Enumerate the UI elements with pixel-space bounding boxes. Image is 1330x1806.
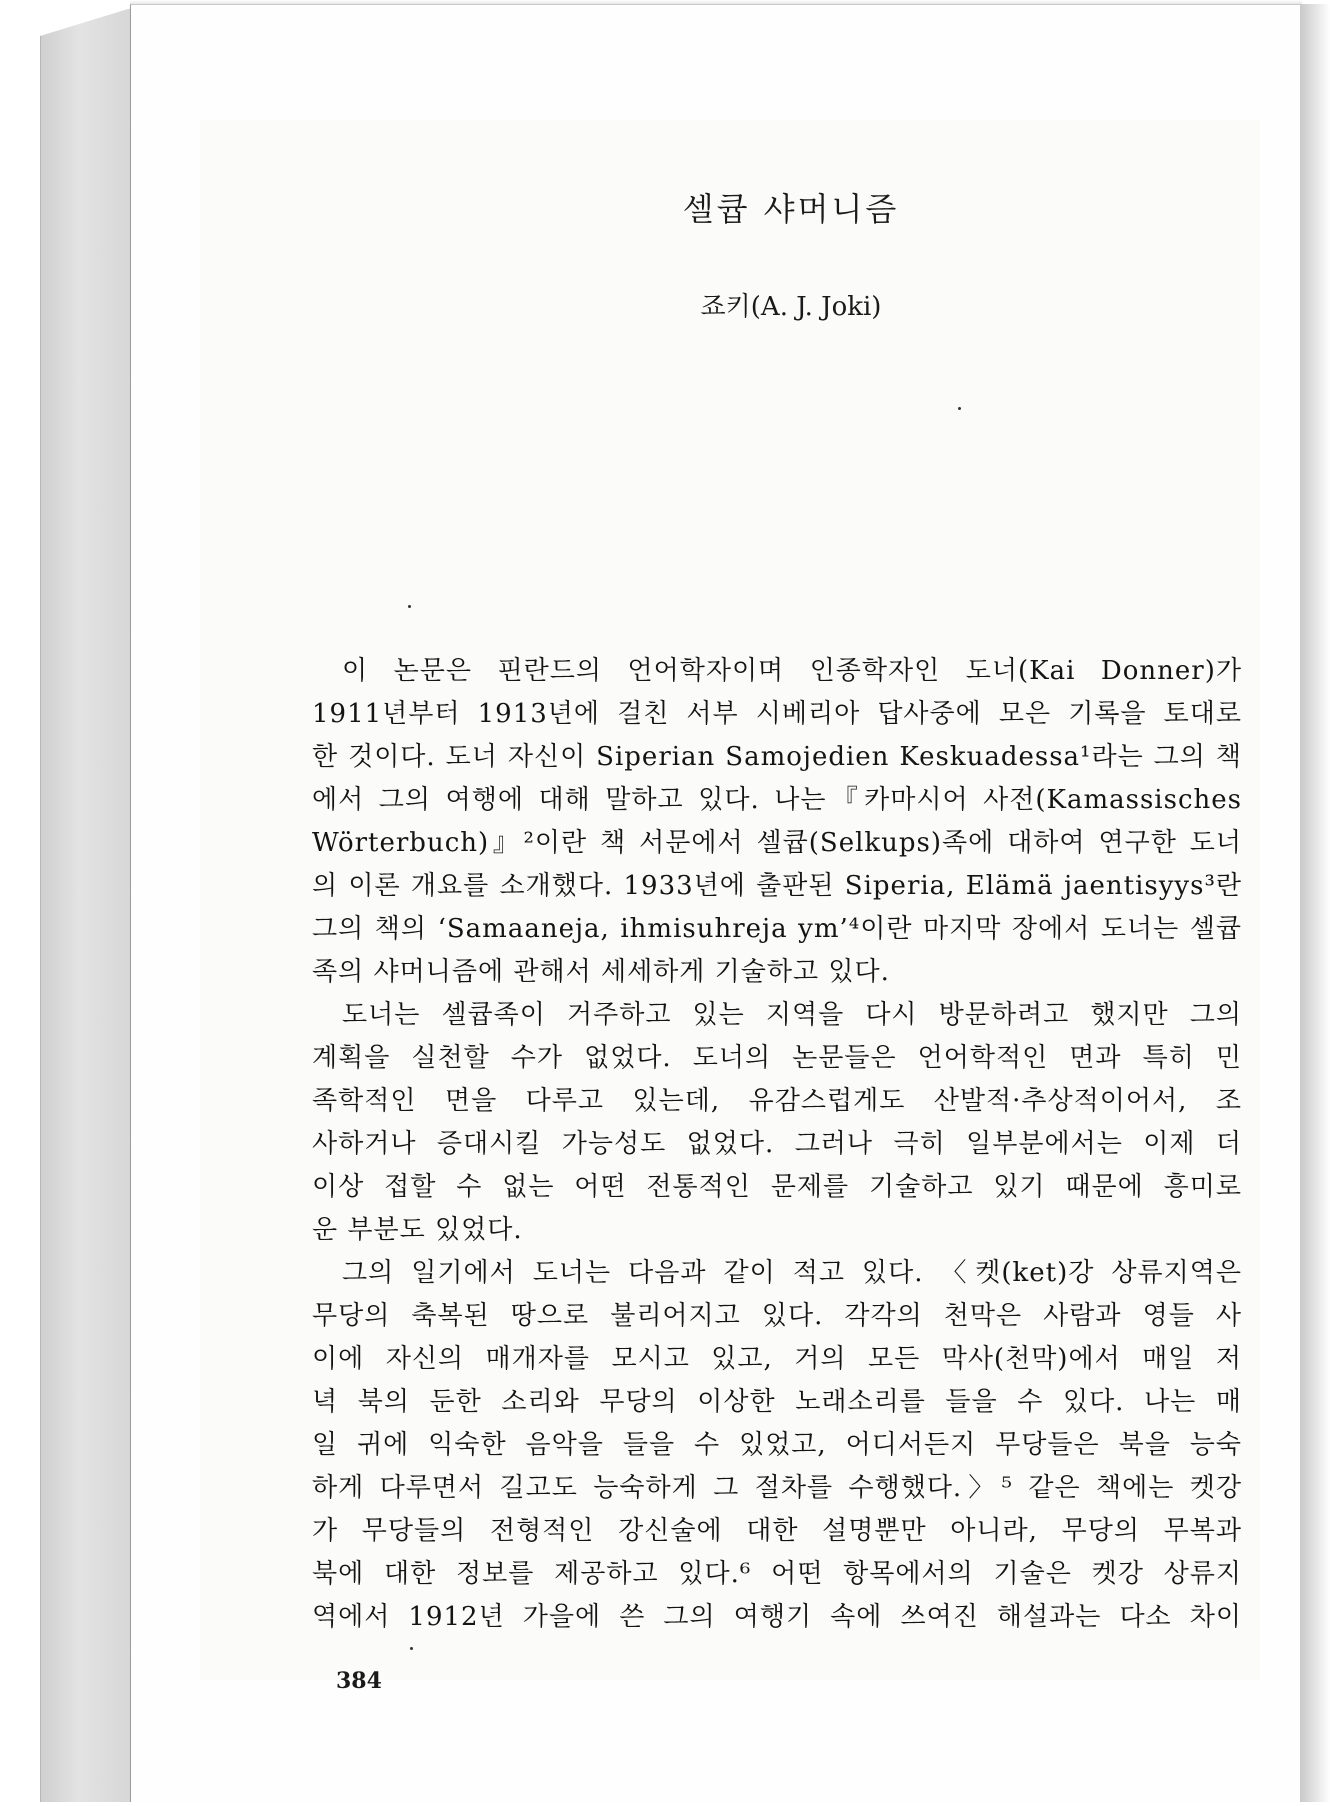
scan-speck bbox=[958, 407, 961, 410]
text-line: 이에 자신의 매개자를 모시고 있고, 거의 모든 막사(천막)에서 매일 저 bbox=[312, 1344, 1242, 1374]
text-line: 족학적인 면을 다루고 있는데, 유감스럽게도 산발적·추상적이어서, 조 bbox=[312, 1086, 1242, 1116]
article-body bbox=[312, 650, 1242, 1639]
spine-edge bbox=[40, 36, 41, 1802]
page-shadow bbox=[1300, 4, 1330, 1802]
article-title: 셀큡 샤머니즘 bbox=[682, 190, 900, 228]
text-line: 역에서 1912년 가을에 쓴 그의 여행기 속에 쓰여진 해설과는 다소 차이 bbox=[312, 1602, 1242, 1632]
book-spine bbox=[40, 6, 138, 1802]
text-line: 그의 일기에서 도너는 다음과 같이 적고 있다. 〈켓(ket)강 상류지역은 bbox=[342, 1258, 1242, 1288]
text-line: 족의 샤머니즘에 관해서 세세하게 기술하고 있다. bbox=[312, 957, 890, 987]
text-line: 계획을 실천할 수가 없었다. 도너의 논문들은 언어학적인 면과 특히 민 bbox=[312, 1043, 1242, 1073]
text-line: 하게 다루면서 길고도 능숙하게 그 절차를 수행했다.〉⁵ 같은 책에는 켓강 bbox=[312, 1473, 1242, 1503]
text-line: 한 것이다. 도너 자신이 Siperian Samojedien Keskuadessa¹라는 그의 책 bbox=[312, 742, 1242, 772]
text-line: 이 논문은 핀란드의 언어학자이며 인종학자인 도너(Kai Donner)가 bbox=[342, 656, 1242, 686]
article-author: 죠키(A. J. Joki) bbox=[700, 292, 882, 322]
text-line: 무당의 축복된 땅으로 불리어지고 있다. 각각의 천막은 사람과 영들 사 bbox=[312, 1301, 1242, 1331]
text-line: 에서 그의 여행에 대해 말하고 있다. 나는『카마시어 사전(Kamassisches bbox=[312, 785, 1242, 815]
text-line: 의 이론 개요를 소개했다. 1933년에 출판된 Siperia, Elämä jaentisyys³란 bbox=[312, 871, 1242, 901]
text-line: 북에 대한 정보를 제공하고 있다.⁶ 어떤 항목에서의 기술은 켓강 상류지 bbox=[312, 1559, 1242, 1589]
text-line: 1911년부터 1913년에 걸친 서부 시베리아 답사중에 모은 기록을 토대로 bbox=[312, 699, 1242, 729]
text-line: 가 무당들의 전형적인 강신술에 대한 설명뿐만 아니라, 무당의 무복과 bbox=[312, 1516, 1242, 1546]
page-number: 384 bbox=[336, 1668, 382, 1694]
scan-speck bbox=[410, 1647, 413, 1650]
text-line: 이상 접할 수 없는 어떤 전통적인 문제를 기술하고 있기 때문에 흥미로 bbox=[312, 1172, 1242, 1202]
text-line: 녁 북의 둔한 소리와 무당의 이상한 노래소리를 들을 수 있다. 나는 매 bbox=[312, 1387, 1242, 1417]
text-line: 그의 책의 ‘Samaaneja, ihmisuhreja ym’⁴이란 마지막 장에서 도너는 셀큡 bbox=[312, 914, 1242, 944]
text-line: 일 귀에 익숙한 음악을 들을 수 있었고, 어디서든지 무당들은 북을 능숙 bbox=[312, 1430, 1242, 1460]
text-line: Wörterbuch)』²이란 책 서문에서 셀큡(Selkups)족에 대하여 연구한 도너 bbox=[312, 828, 1242, 858]
text-line: 운 부분도 있었다. bbox=[312, 1215, 523, 1245]
text-line: 도너는 셀큡족이 거주하고 있는 지역을 다시 방문하려고 했지만 그의 bbox=[342, 1000, 1242, 1030]
scan-speck bbox=[408, 605, 411, 608]
text-line: 사하거나 증대시킬 가능성도 없었다. 그러나 극히 일부분에서는 이제 더 bbox=[312, 1129, 1242, 1159]
